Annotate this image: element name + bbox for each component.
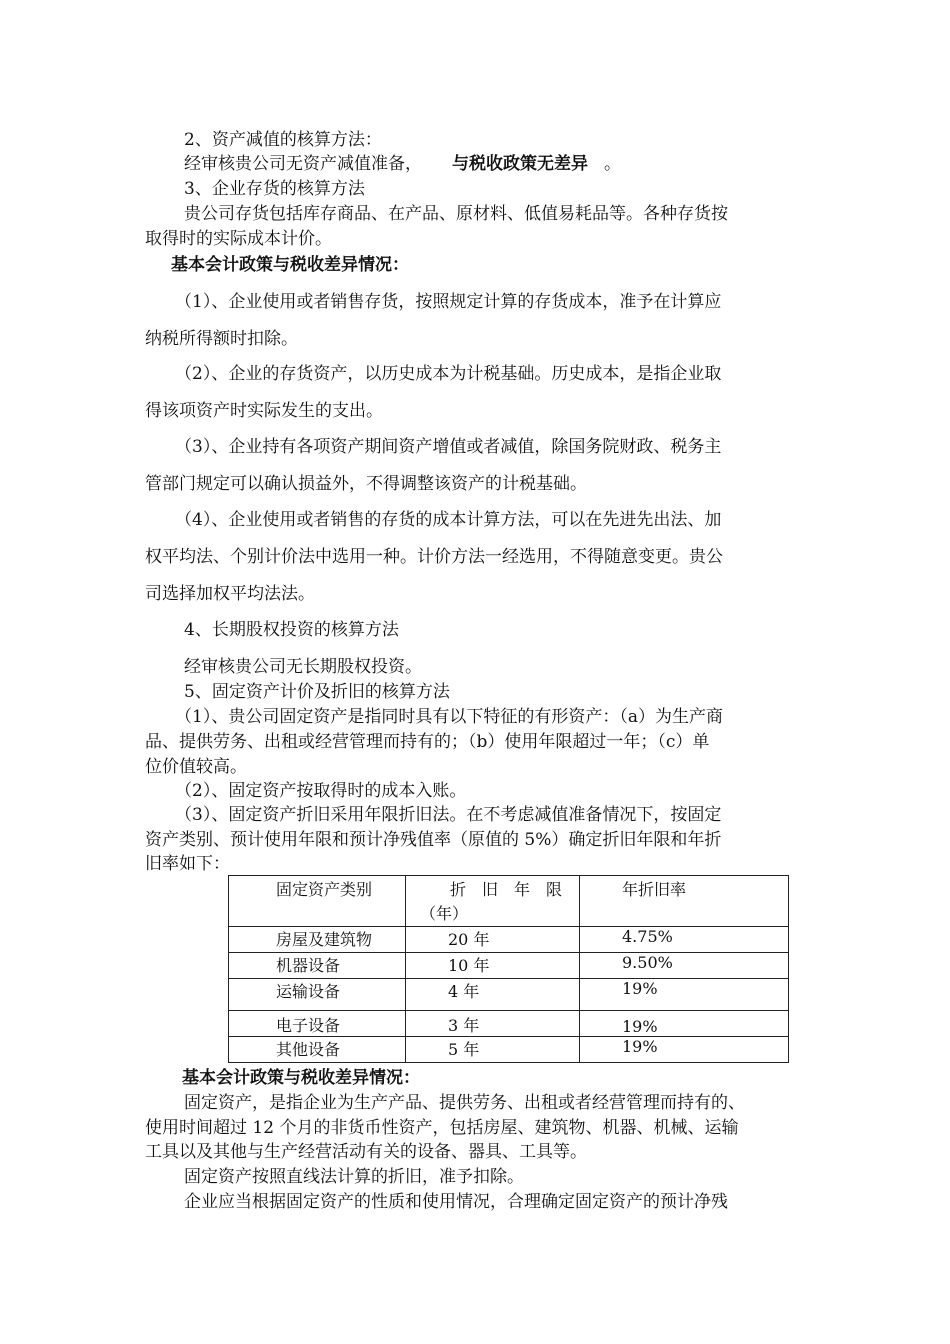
section-heading: 基本会计政策与税收差异情况：	[171, 255, 409, 275]
table-row	[229, 927, 789, 953]
text-line: （1）、企业使用或者销售存货，按照规定计算的存货成本，准予在计算应	[175, 292, 722, 312]
cell-years: 20 年	[406, 927, 580, 953]
text-line: 3、企业存货的核算方法	[184, 179, 365, 199]
text-line: 2、资产减值的核算方法：	[184, 130, 382, 150]
text-line: （1）、贵公司固定资产是指同时具有以下特征的有形资产：（a）为生产商	[175, 707, 723, 727]
text-line: 纳税所得额时扣除。	[145, 329, 298, 349]
cell-category: 电子设备	[229, 1011, 406, 1037]
cell-category: 其他设备	[229, 1037, 406, 1063]
text-line: 。	[604, 154, 621, 174]
text-line: 经审核贵公司无资产减值准备，	[184, 154, 422, 174]
depreciation-table	[228, 875, 789, 1063]
text-line: 位价值较高。	[145, 757, 247, 777]
table-row	[229, 1011, 789, 1037]
text-line: 管部门规定可以确认损益外，不得调整该资产的计税基础。	[145, 474, 587, 494]
cell-category: 机器设备	[229, 953, 406, 979]
cell-rate: 9.50%	[580, 953, 789, 979]
text-line: 固定资产按照直线法计算的折旧，准予扣除。	[184, 1167, 524, 1187]
header-years-line1: 折 旧 年 限	[450, 880, 563, 899]
cell-rate: 4.75%	[580, 927, 789, 953]
text-line: 权平均法、个别计价法中选用一种。计价方法一经选用，不得随意变更。贵公	[145, 547, 723, 567]
text-line: （2）、企业的存货资产，以历史成本为计税基础。历史成本，是指企业取	[175, 364, 722, 384]
text-line: 司选择加权平均法法。	[145, 584, 315, 604]
text-line: 5、固定资产计价及折旧的核算方法	[184, 682, 450, 702]
cell-years: 5 年	[406, 1037, 580, 1063]
table-header-row	[229, 876, 789, 927]
text-line: 资产类别、预计使用年限和预计净残值率（原值的 5%）确定折旧年限和年折	[145, 830, 722, 850]
text-line: 经审核贵公司无长期股权投资。	[184, 657, 422, 677]
table-row	[229, 1037, 789, 1063]
text-line: 贵公司存货包括库存商品、在产品、原材料、低值易耗品等。各种存货按	[184, 204, 728, 224]
cell-category: 运输设备	[229, 979, 406, 1011]
table-row	[229, 979, 789, 1011]
text-line: 固定资产，是指企业为生产产品、提供劳务、出租或者经营管理而持有的、	[184, 1093, 745, 1113]
text-line: （2）、固定资产按取得时的成本入账。	[175, 781, 467, 801]
text-line: 旧率如下：	[145, 854, 230, 874]
header-years-line2: （年）	[420, 904, 469, 923]
cell-rate: 19%	[580, 1037, 789, 1063]
table-row	[229, 953, 789, 979]
cell-rate: 19%	[580, 1011, 789, 1037]
text-line: 取得时的实际成本计价。	[145, 229, 332, 249]
cell-years: 10 年	[406, 953, 580, 979]
cell-years: 4 年	[406, 979, 580, 1011]
text-line: 得该项资产时实际发生的支出。	[145, 401, 383, 421]
header-category: 固定资产类别	[229, 876, 406, 927]
text-line: 企业应当根据固定资产的性质和使用情况，合理确定固定资产的预计净残	[184, 1192, 728, 1212]
header-years	[406, 876, 580, 927]
cell-category: 房屋及建筑物	[229, 927, 406, 953]
text-line: 使用时间超过 12 个月的非货币性资产，包括房屋、建筑物、机器、机械、运输	[145, 1118, 739, 1138]
text-line: 4、长期股权投资的核算方法	[184, 620, 399, 640]
cell-rate: 19%	[580, 979, 789, 1011]
text-line: 工具以及其他与生产经营活动有关的设备、器具、工具等。	[145, 1142, 587, 1162]
section-heading: 基本会计政策与税收差异情况：	[182, 1068, 420, 1088]
text-line: （3）、固定资产折旧采用年限折旧法。在不考虑减值准备情况下，按固定	[175, 805, 722, 825]
section-heading: 与税收政策无差异	[452, 154, 588, 174]
text-line: 品、提供劳务、出租或经营管理而持有的；（b）使用年限超过一年；（c）单	[145, 732, 710, 752]
header-rate: 年折旧率	[580, 876, 789, 927]
cell-years: 3 年	[406, 1011, 580, 1037]
text-line: （4）、企业使用或者销售的存货的成本计算方法，可以在先进先出法、加	[175, 510, 722, 530]
text-line: （3）、企业持有各项资产期间资产增值或者减值，除国务院财政、税务主	[175, 437, 722, 457]
